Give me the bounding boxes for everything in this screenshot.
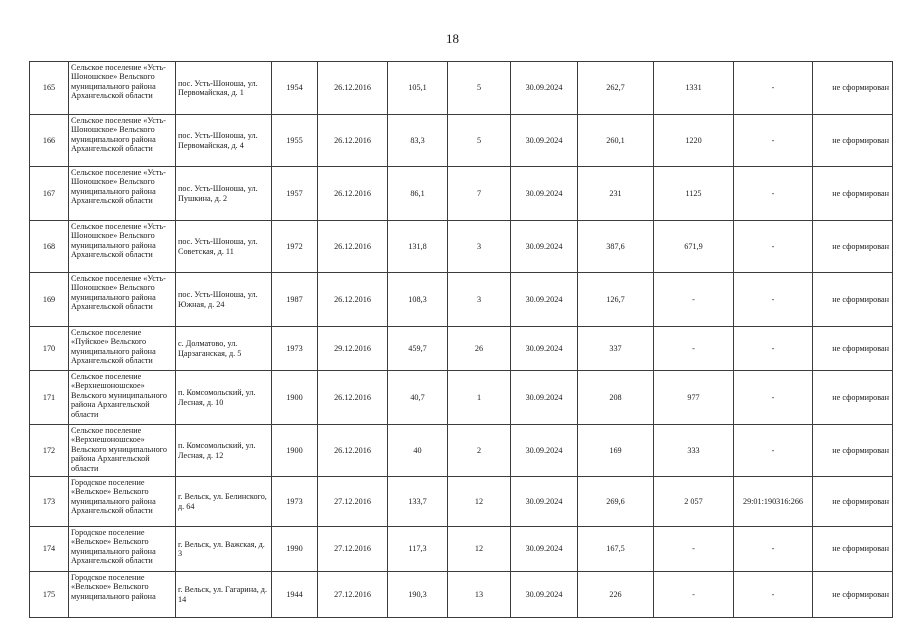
settlement-cell: Городское поселение «Вельское» Вельского муниципального района Архангельской области	[69, 477, 176, 527]
status-cell: не сформирован	[813, 62, 893, 115]
row-number-cell: 173	[30, 477, 69, 527]
deadline-cell: 30.09.2024	[511, 62, 578, 115]
row-number-cell: 169	[30, 273, 69, 327]
status-cell: не сформирован	[813, 371, 893, 425]
recognition-date-cell: 26.12.2016	[318, 273, 388, 327]
deadline-cell: 30.09.2024	[511, 527, 578, 572]
table-row	[30, 371, 893, 425]
residents-cell: 12	[448, 527, 511, 572]
status-cell: не сформирован	[813, 167, 893, 221]
deadline-cell: 30.09.2024	[511, 425, 578, 477]
cadastral-number-cell: -	[734, 425, 813, 477]
area2-cell: 126,7	[578, 273, 654, 327]
area-cell: 40	[388, 425, 448, 477]
address-cell: г. Вельск, ул. Белинского, д. 64	[176, 477, 272, 527]
area2-cell: 387,6	[578, 221, 654, 273]
recognition-date-cell: 26.12.2016	[318, 221, 388, 273]
deadline-cell: 30.09.2024	[511, 371, 578, 425]
address-cell: п. Комсомольский, ул. Лесная, д. 12	[176, 425, 272, 477]
settlement-cell: Городское поселение «Вельское» Вельского муниципального района	[69, 572, 176, 618]
address-cell: г. Вельск, ул. Важская, д. 3	[176, 527, 272, 572]
deadline-cell: 30.09.2024	[511, 167, 578, 221]
table-row	[30, 572, 893, 618]
table-row	[30, 115, 893, 167]
settlement-cell: Сельское поселение «Пуйское» Вельского муниципального района Архангельской области	[69, 327, 176, 371]
year-built-cell: 1972	[272, 221, 318, 273]
settlement-cell: Сельское поселение «Усть-Шоношское» Вельского муниципального района Архангельской области	[69, 221, 176, 273]
area2-cell: 226	[578, 572, 654, 618]
cadastral-number-cell: -	[734, 371, 813, 425]
land-area-cell: 1125	[654, 167, 734, 221]
year-built-cell: 1900	[272, 371, 318, 425]
cadastral-number-cell: -	[734, 273, 813, 327]
area-cell: 117,3	[388, 527, 448, 572]
recognition-date-cell: 26.12.2016	[318, 371, 388, 425]
area-cell: 459,7	[388, 327, 448, 371]
residents-cell: 2	[448, 425, 511, 477]
row-number-cell: 167	[30, 167, 69, 221]
land-area-cell: 1331	[654, 62, 734, 115]
area2-cell: 262,7	[578, 62, 654, 115]
land-area-cell: -	[654, 527, 734, 572]
recognition-date-cell: 27.12.2016	[318, 527, 388, 572]
table-row	[30, 527, 893, 572]
land-area-cell: 671,9	[654, 221, 734, 273]
housing-registry-table	[29, 61, 893, 618]
row-number-cell: 171	[30, 371, 69, 425]
settlement-cell: Сельское поселение «Усть-Шоношское» Вельского муниципального района Архангельской области	[69, 273, 176, 327]
row-number-cell: 165	[30, 62, 69, 115]
page-number: 18	[446, 31, 459, 46]
cadastral-number-cell: -	[734, 167, 813, 221]
row-number-cell: 175	[30, 572, 69, 618]
table-row	[30, 167, 893, 221]
residents-cell: 13	[448, 572, 511, 618]
residents-cell: 5	[448, 115, 511, 167]
row-number-cell: 172	[30, 425, 69, 477]
status-cell: не сформирован	[813, 115, 893, 167]
land-area-cell: 977	[654, 371, 734, 425]
address-cell: пос. Усть-Шоноша, ул. Первомайская, д. 1	[176, 62, 272, 115]
residents-cell: 1	[448, 371, 511, 425]
year-built-cell: 1987	[272, 273, 318, 327]
residents-cell: 12	[448, 477, 511, 527]
status-cell: не сформирован	[813, 327, 893, 371]
row-number-cell: 168	[30, 221, 69, 273]
area-cell: 105,1	[388, 62, 448, 115]
year-built-cell: 1900	[272, 425, 318, 477]
year-built-cell: 1955	[272, 115, 318, 167]
cadastral-number-cell: -	[734, 62, 813, 115]
area2-cell: 208	[578, 371, 654, 425]
area2-cell: 260,1	[578, 115, 654, 167]
deadline-cell: 30.09.2024	[511, 572, 578, 618]
recognition-date-cell: 27.12.2016	[318, 572, 388, 618]
status-cell: не сформирован	[813, 527, 893, 572]
deadline-cell: 30.09.2024	[511, 327, 578, 371]
cadastral-number-cell: -	[734, 221, 813, 273]
recognition-date-cell: 27.12.2016	[318, 477, 388, 527]
address-cell: пос. Усть-Шоноша, ул. Советская, д. 11	[176, 221, 272, 273]
status-cell: не сформирован	[813, 572, 893, 618]
deadline-cell: 30.09.2024	[511, 273, 578, 327]
area-cell: 40,7	[388, 371, 448, 425]
status-cell: не сформирован	[813, 477, 893, 527]
address-cell: с. Долматово, ул. Царзаганская, д. 5	[176, 327, 272, 371]
year-built-cell: 1954	[272, 62, 318, 115]
address-cell: пос. Усть-Шоноша, ул. Первомайская, д. 4	[176, 115, 272, 167]
table-row	[30, 273, 893, 327]
cadastral-number-cell: -	[734, 572, 813, 618]
settlement-cell: Сельское поселение «Усть-Шоношское» Вельского муниципального района Архангельской области	[69, 62, 176, 115]
status-cell: не сформирован	[813, 273, 893, 327]
residents-cell: 3	[448, 273, 511, 327]
area2-cell: 231	[578, 167, 654, 221]
area-cell: 86,1	[388, 167, 448, 221]
residents-cell: 3	[448, 221, 511, 273]
area2-cell: 337	[578, 327, 654, 371]
table-row	[30, 221, 893, 273]
year-built-cell: 1973	[272, 477, 318, 527]
area2-cell: 167,5	[578, 527, 654, 572]
year-built-cell: 1944	[272, 572, 318, 618]
address-cell: пос. Усть-Шоноша, ул. Пушкина, д. 2	[176, 167, 272, 221]
area-cell: 83,3	[388, 115, 448, 167]
area2-cell: 269,6	[578, 477, 654, 527]
year-built-cell: 1990	[272, 527, 318, 572]
area-cell: 133,7	[388, 477, 448, 527]
settlement-cell: Городское поселение «Вельское» Вельского муниципального района Архангельской области	[69, 527, 176, 572]
area-cell: 108,3	[388, 273, 448, 327]
address-cell: пос. Усть-Шоноша, ул. Южная, д. 24	[176, 273, 272, 327]
area2-cell: 169	[578, 425, 654, 477]
residents-cell: 26	[448, 327, 511, 371]
row-number-cell: 174	[30, 527, 69, 572]
recognition-date-cell: 26.12.2016	[318, 62, 388, 115]
land-area-cell: 333	[654, 425, 734, 477]
address-cell: п. Комсомольский, ул. Лесная, д. 10	[176, 371, 272, 425]
cadastral-number-cell: -	[734, 115, 813, 167]
settlement-cell: Сельское поселение «Верхнешоношское» Вельского муниципального района Архангельской области	[69, 425, 176, 477]
table-row	[30, 425, 893, 477]
table-row	[30, 477, 893, 527]
row-number-cell: 166	[30, 115, 69, 167]
address-cell: г. Вельск, ул. Гагарина, д. 14	[176, 572, 272, 618]
year-built-cell: 1957	[272, 167, 318, 221]
status-cell: не сформирован	[813, 221, 893, 273]
recognition-date-cell: 26.12.2016	[318, 425, 388, 477]
year-built-cell: 1973	[272, 327, 318, 371]
table-row	[30, 62, 893, 115]
recognition-date-cell: 26.12.2016	[318, 115, 388, 167]
status-cell: не сформирован	[813, 425, 893, 477]
land-area-cell: 2 057	[654, 477, 734, 527]
table-row	[30, 327, 893, 371]
area-cell: 190,3	[388, 572, 448, 618]
settlement-cell: Сельское поселение «Верхнешоношское» Вельского муниципального района Архангельской области	[69, 371, 176, 425]
recognition-date-cell: 26.12.2016	[318, 167, 388, 221]
row-number-cell: 170	[30, 327, 69, 371]
land-area-cell: 1220	[654, 115, 734, 167]
deadline-cell: 30.09.2024	[511, 115, 578, 167]
area-cell: 131,8	[388, 221, 448, 273]
deadline-cell: 30.09.2024	[511, 477, 578, 527]
recognition-date-cell: 29.12.2016	[318, 327, 388, 371]
cadastral-number-cell: -	[734, 527, 813, 572]
settlement-cell: Сельское поселение «Усть-Шоношское» Вельского муниципального района Архангельской области	[69, 115, 176, 167]
land-area-cell: -	[654, 273, 734, 327]
land-area-cell: -	[654, 327, 734, 371]
residents-cell: 7	[448, 167, 511, 221]
settlement-cell: Сельское поселение «Усть-Шоношское» Вельского муниципального района Архангельской области	[69, 167, 176, 221]
residents-cell: 5	[448, 62, 511, 115]
cadastral-number-cell: -	[734, 327, 813, 371]
deadline-cell: 30.09.2024	[511, 221, 578, 273]
cadastral-number-cell: 29:01:190316:266	[734, 477, 813, 527]
land-area-cell: -	[654, 572, 734, 618]
